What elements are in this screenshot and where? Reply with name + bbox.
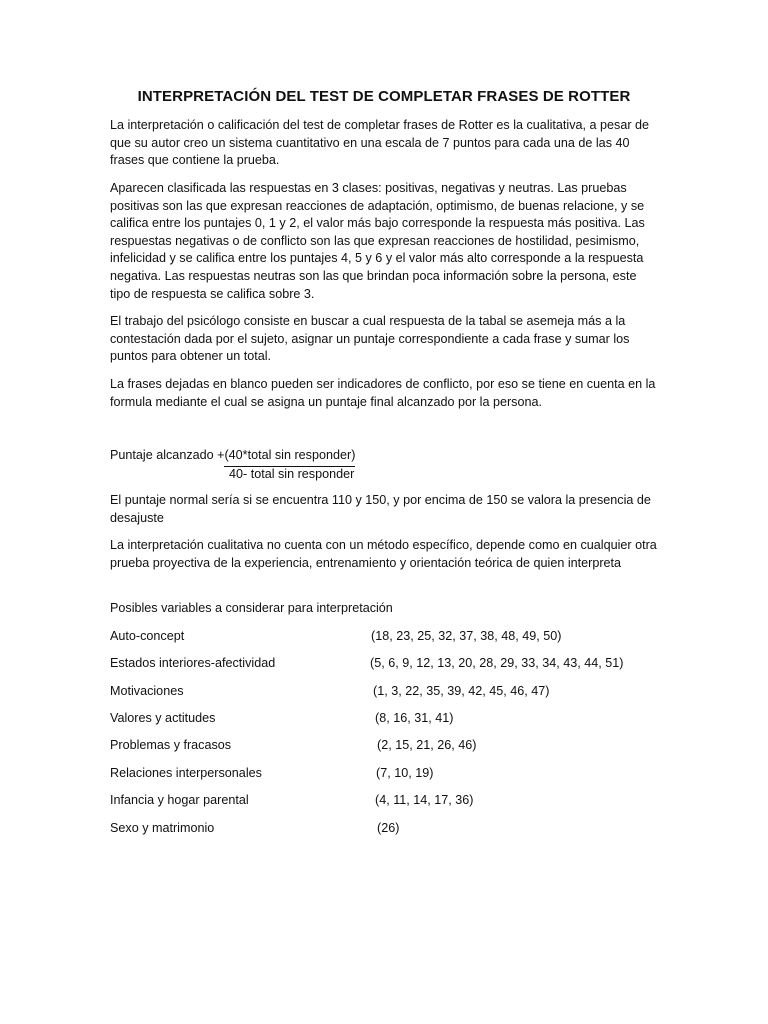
variable-items: (4, 11, 14, 17, 36)	[375, 793, 474, 807]
variable-name: Relaciones interpersonales	[110, 766, 262, 780]
paragraph-intro: La interpretación o calificación del test de completar frases de Rotter es la cualitativa, a pesar de que su autor creo un sistema cuantitativo en una escala de 7 puntos para cada una de las 40 frases que contiene la prueba.	[110, 118, 650, 168]
variable-row	[110, 709, 670, 727]
paragraph-classification: Aparecen clasificada las respuestas en 3 clases: positivas, negativas y neutras. Las pruebas positivas son las que expresan reacciones de adaptación, optimismo, de buenas relacione, y se califica entre los puntajes 0, 1 y 2, el valor más bajo corresponde la respuesta más positiva. Las respuestas negativas o de conflicto son las que expresan reacciones de hostilidad, pesimismo, infelicidad y se califica entre los puntajes 4, 5 y 6 y el valor más alto corresponde a la respuesta negativa. Las respuestas neutras son las que brindan poca información sobre la persona, este tipo de respuesta se califica sobre 3.	[110, 181, 645, 301]
variable-name: Motivaciones	[110, 684, 184, 698]
variable-items: (5, 6, 9, 12, 13, 20, 28, 29, 33, 34, 43, 44, 51)	[370, 656, 624, 670]
formula-denominator: 40- total sin responder	[229, 467, 355, 481]
variable-row	[110, 682, 670, 700]
paragraph-psychologist-work: El trabajo del psicólogo consiste en buscar a cual respuesta de la tabal se asemeja más a la contestación dada por el sujeto, asignar un puntaje correspondiente a cada frase y sumar los puntos para obtener un total.	[110, 314, 630, 364]
variable-row	[110, 819, 670, 837]
variable-items: (8, 16, 31, 41)	[375, 711, 454, 725]
formula-label: Puntaje alcanzado +	[110, 448, 225, 462]
variable-row	[110, 764, 670, 782]
paragraph-qualitative: La interpretación cualitativa no cuenta con un método específico, depende como en cualquier otra prueba proyectiva de la experiencia, entrenamiento y orientación teórica de quien interpreta	[110, 538, 657, 570]
variable-row	[110, 791, 670, 809]
formula-numerator: (40*total sin responder)	[224, 447, 355, 467]
variables-heading: Posibles variables a considerar para interpretación	[110, 601, 393, 615]
paragraph-normal-score: El puntaje normal sería si se encuentra 110 y 150, y por encima de 150 se valora la presencia de desajuste	[110, 493, 651, 525]
variable-row	[110, 736, 670, 754]
variable-items: (7, 10, 19)	[376, 766, 434, 780]
paragraph-blank-phrases: La frases dejadas en blanco pueden ser indicadores de conflicto, por eso se tiene en cuenta en la formula mediante el cual se asigna un puntaje final alcanzado por la persona.	[110, 377, 656, 409]
scoring-formula	[110, 447, 356, 481]
variable-name: Sexo y matrimonio	[110, 821, 215, 835]
variable-items: (2, 15, 21, 26, 46)	[377, 738, 477, 752]
variable-name: Infancia y hogar parental	[110, 793, 249, 807]
variable-items: (1, 3, 22, 35, 39, 42, 45, 46, 47)	[373, 684, 550, 698]
variable-name: Valores y actitudes	[110, 711, 216, 725]
variable-items: (26)	[377, 821, 400, 835]
variable-row	[110, 627, 670, 645]
variable-name: Estados interiores-afectividad	[110, 656, 276, 670]
variable-items: (18, 23, 25, 32, 37, 38, 48, 49, 50)	[371, 629, 562, 643]
variable-name: Auto-concept	[110, 629, 185, 643]
variable-name: Problemas y fracasos	[110, 738, 232, 752]
variable-row	[110, 654, 670, 672]
document-title: INTERPRETACIÓN DEL TEST DE COMPLETAR FRASES DE ROTTER	[137, 88, 631, 105]
